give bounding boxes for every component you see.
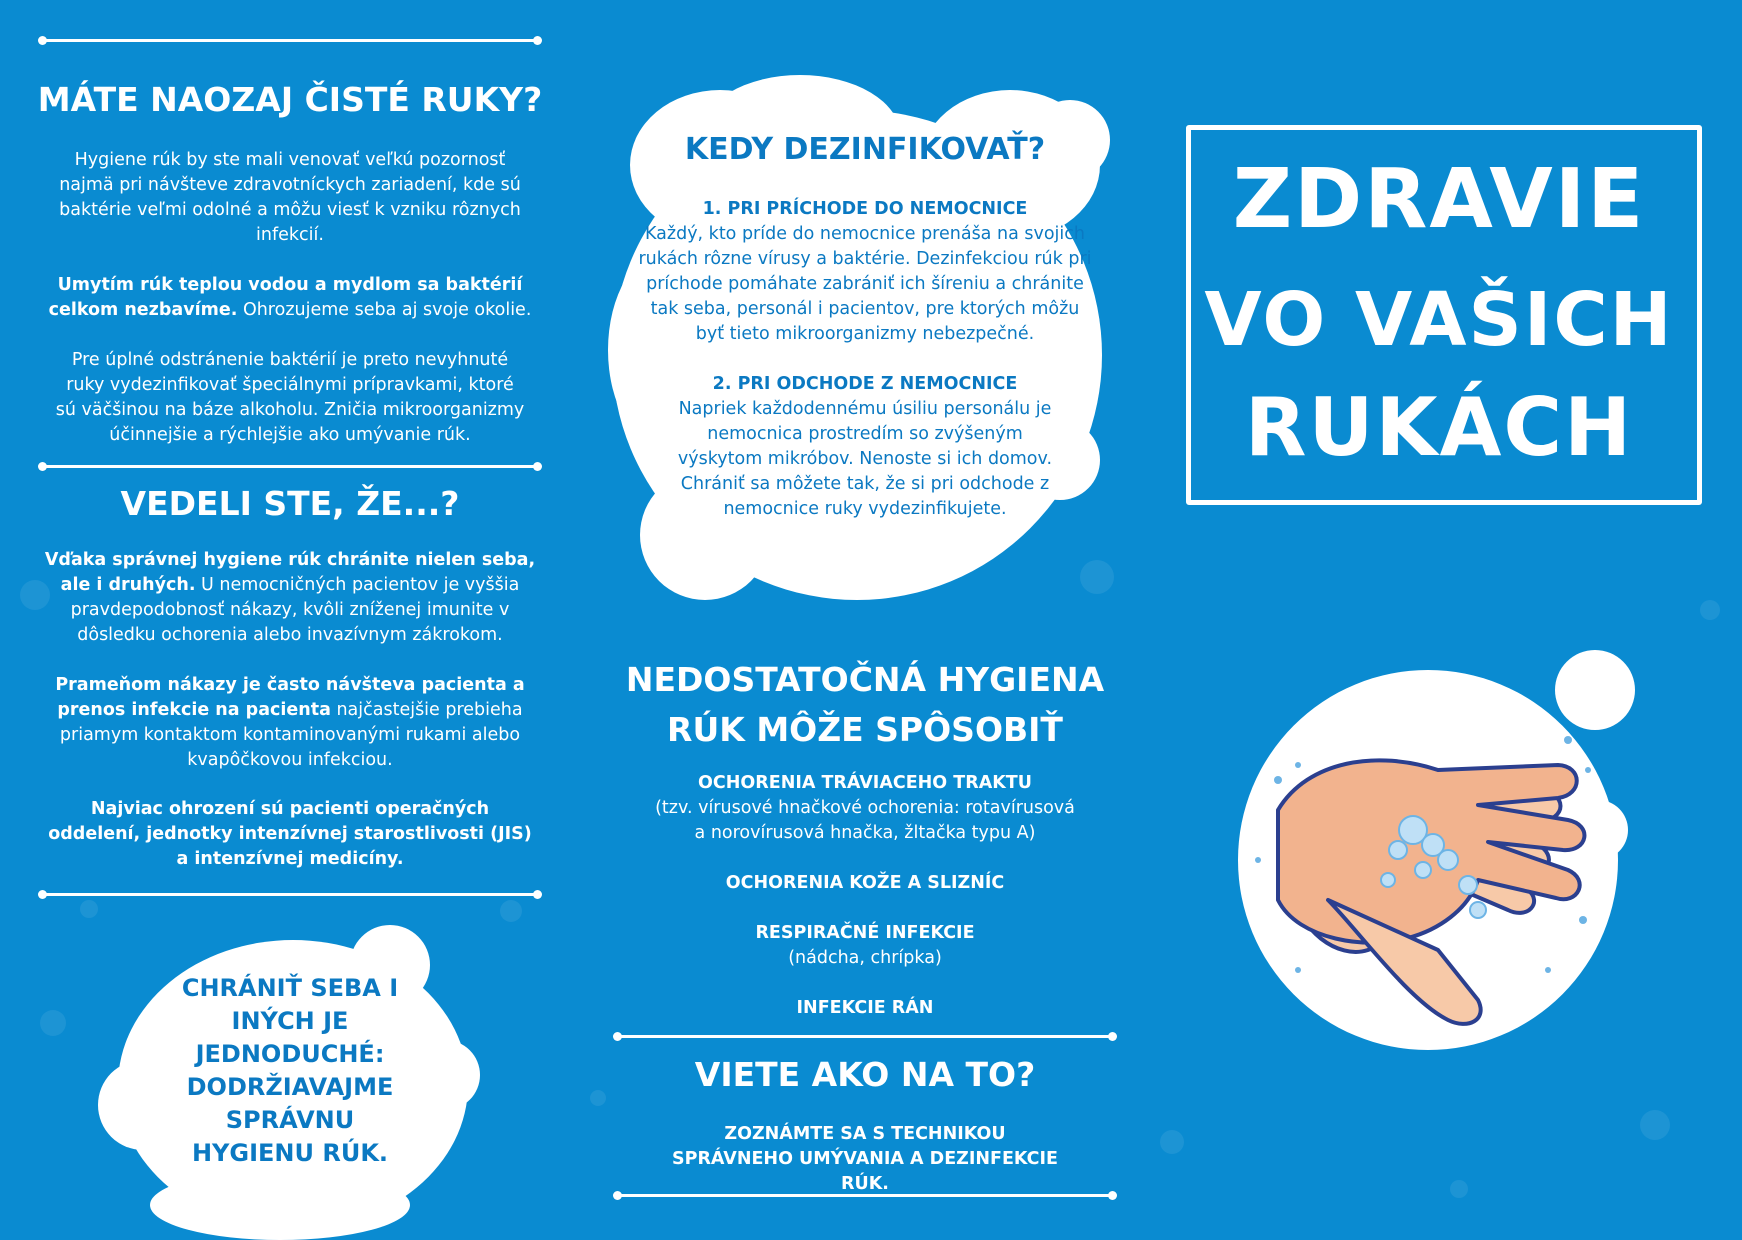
heading-how-to: VIETE AKO NA TO? bbox=[694, 1055, 1036, 1094]
text-hand-hygiene: Hygiene rúk by ste mali venovať veľkú pozornosť najmä pri návšteve zdravotníckych zariadení, kde sú baktérie veľmi odolné a môžu viesť k vzniku rôznych infekcií. bbox=[59, 150, 521, 245]
title-line-3: RUKÁCH bbox=[1244, 381, 1634, 474]
text-source-rest: najčastejšie prebieha priamym kontaktom kontaminovanými rukami alebo kvapôčkovou infekciou. bbox=[59, 700, 523, 770]
text-protect-rest: U nemocničných pacientov je vyššia pravdepodobnosť nákazy, kvôli zníženej imunite v dôsledku ochorenia alebo invazívnym zákrokom. bbox=[70, 575, 520, 645]
item-departure-title: 2. PRI ODCHODE Z NEMOCNICE bbox=[712, 374, 1018, 394]
title-line-2: VO VAŠICH bbox=[1204, 277, 1674, 363]
disease-wounds-title: INFEKCIE RÁN bbox=[796, 998, 934, 1018]
cta-technique: ZOZNÁMTE SA S TECHNIKOU SPRÁVNEHO UMÝVANIA A DEZINFEKCIE RÚK. bbox=[672, 1124, 1058, 1194]
heading-insufficient-hygiene: NEDOSTATOČNÁ HYGIENA RÚK MÔŽE SPÔSOBIŤ bbox=[625, 660, 1105, 749]
text-washing-bold: Umytím rúk teplou vodou a mydlom sa baktérií celkom nezbavíme. bbox=[48, 275, 523, 320]
heading-when-disinfect: KEDY DEZINFIKOVAŤ? bbox=[684, 132, 1046, 167]
text-disinfection: Pre úplné odstránenie baktérií je preto nevyhnuté ruky vydezinfikovať špeciálnymi prípravkami, ktoré sú väčšinou na báze alkoholu. Zničia mikroorganizmy účinnejšie a rýchlejšie ako umývanie rúk. bbox=[55, 350, 525, 445]
disease-skin-title: OCHORENIA KOŽE A SLIZNÍC bbox=[725, 873, 1005, 893]
title-line-1: ZDRAVIE bbox=[1232, 152, 1646, 247]
cloud-protect-text: CHRÁNIŤ SEBA I INÝCH JE JEDNODUCHÉ: DODRŽIAVAJME SPRÁVNU HYGIENU RÚK. bbox=[181, 974, 399, 1167]
disease-respiratory-title: RESPIRAČNÉ INFEKCIE bbox=[755, 923, 975, 943]
heading-did-you-know: VEDELI STE, ŽE...? bbox=[120, 484, 460, 523]
divider bbox=[617, 1194, 1113, 1197]
text-source-bold: Prameňom nákazy je často návšteva pacienta a prenos infekcie na pacienta bbox=[55, 675, 525, 720]
item-arrival-title: 1. PRI PRÍCHODE DO NEMOCNICE bbox=[702, 199, 1028, 219]
text-protect-others bbox=[36, 548, 544, 648]
divider bbox=[42, 893, 538, 896]
disease-digestive-text: (tzv. vírusové hnačkové ochorenia: rotavírusová a norovírusová hnačka, žltačka typu A) bbox=[655, 798, 1075, 843]
item-arrival-text: Každý, kto príde do nemocnice prenáša na svojich rukách rôzne vírusy a baktérie. Dezinfekciou rúk pri príchode pomáhate zabrániť ich šíreniu a chránite tak seba, personál i pacientov, pre ktorých môžu byť tieto mikroorganizmy nebezpečné. bbox=[638, 224, 1092, 344]
text-washing-rest: Ohrozujeme seba aj svoje okolie. bbox=[237, 300, 532, 320]
text-risk-patients bbox=[48, 797, 532, 872]
item-departure-text: Napriek každodennému úsiliu personálu je nemocnica prostredím so zvýšeným výskytom mikróbov. Nenoste si ich domov. Chrániť sa môžete tak, že si pri odchode z nemocnice ruky vydezinfikujete. bbox=[677, 399, 1053, 519]
disease-respiratory-text: (nádcha, chrípka) bbox=[788, 948, 942, 968]
text-protect-bold: Vďaka správnej hygiene rúk chránite nielen seba, ale i druhých. bbox=[44, 550, 536, 595]
text-risk-bold: Najviac ohrození sú pacienti operačných oddelení, jednotky intenzívnej starostlivosti (JIS) a intenzívnej medicíny. bbox=[48, 799, 532, 869]
heading-clean-hands: MÁTE NAOZAJ ČISTÉ RUKY? bbox=[37, 80, 543, 119]
disease-digestive-title: OCHORENIA TRÁVIACEHO TRAKTU bbox=[698, 773, 1032, 793]
divider bbox=[42, 39, 538, 42]
divider bbox=[617, 1035, 1113, 1038]
text-washing bbox=[48, 273, 532, 323]
text-infection-source bbox=[30, 673, 550, 773]
divider bbox=[42, 465, 538, 468]
